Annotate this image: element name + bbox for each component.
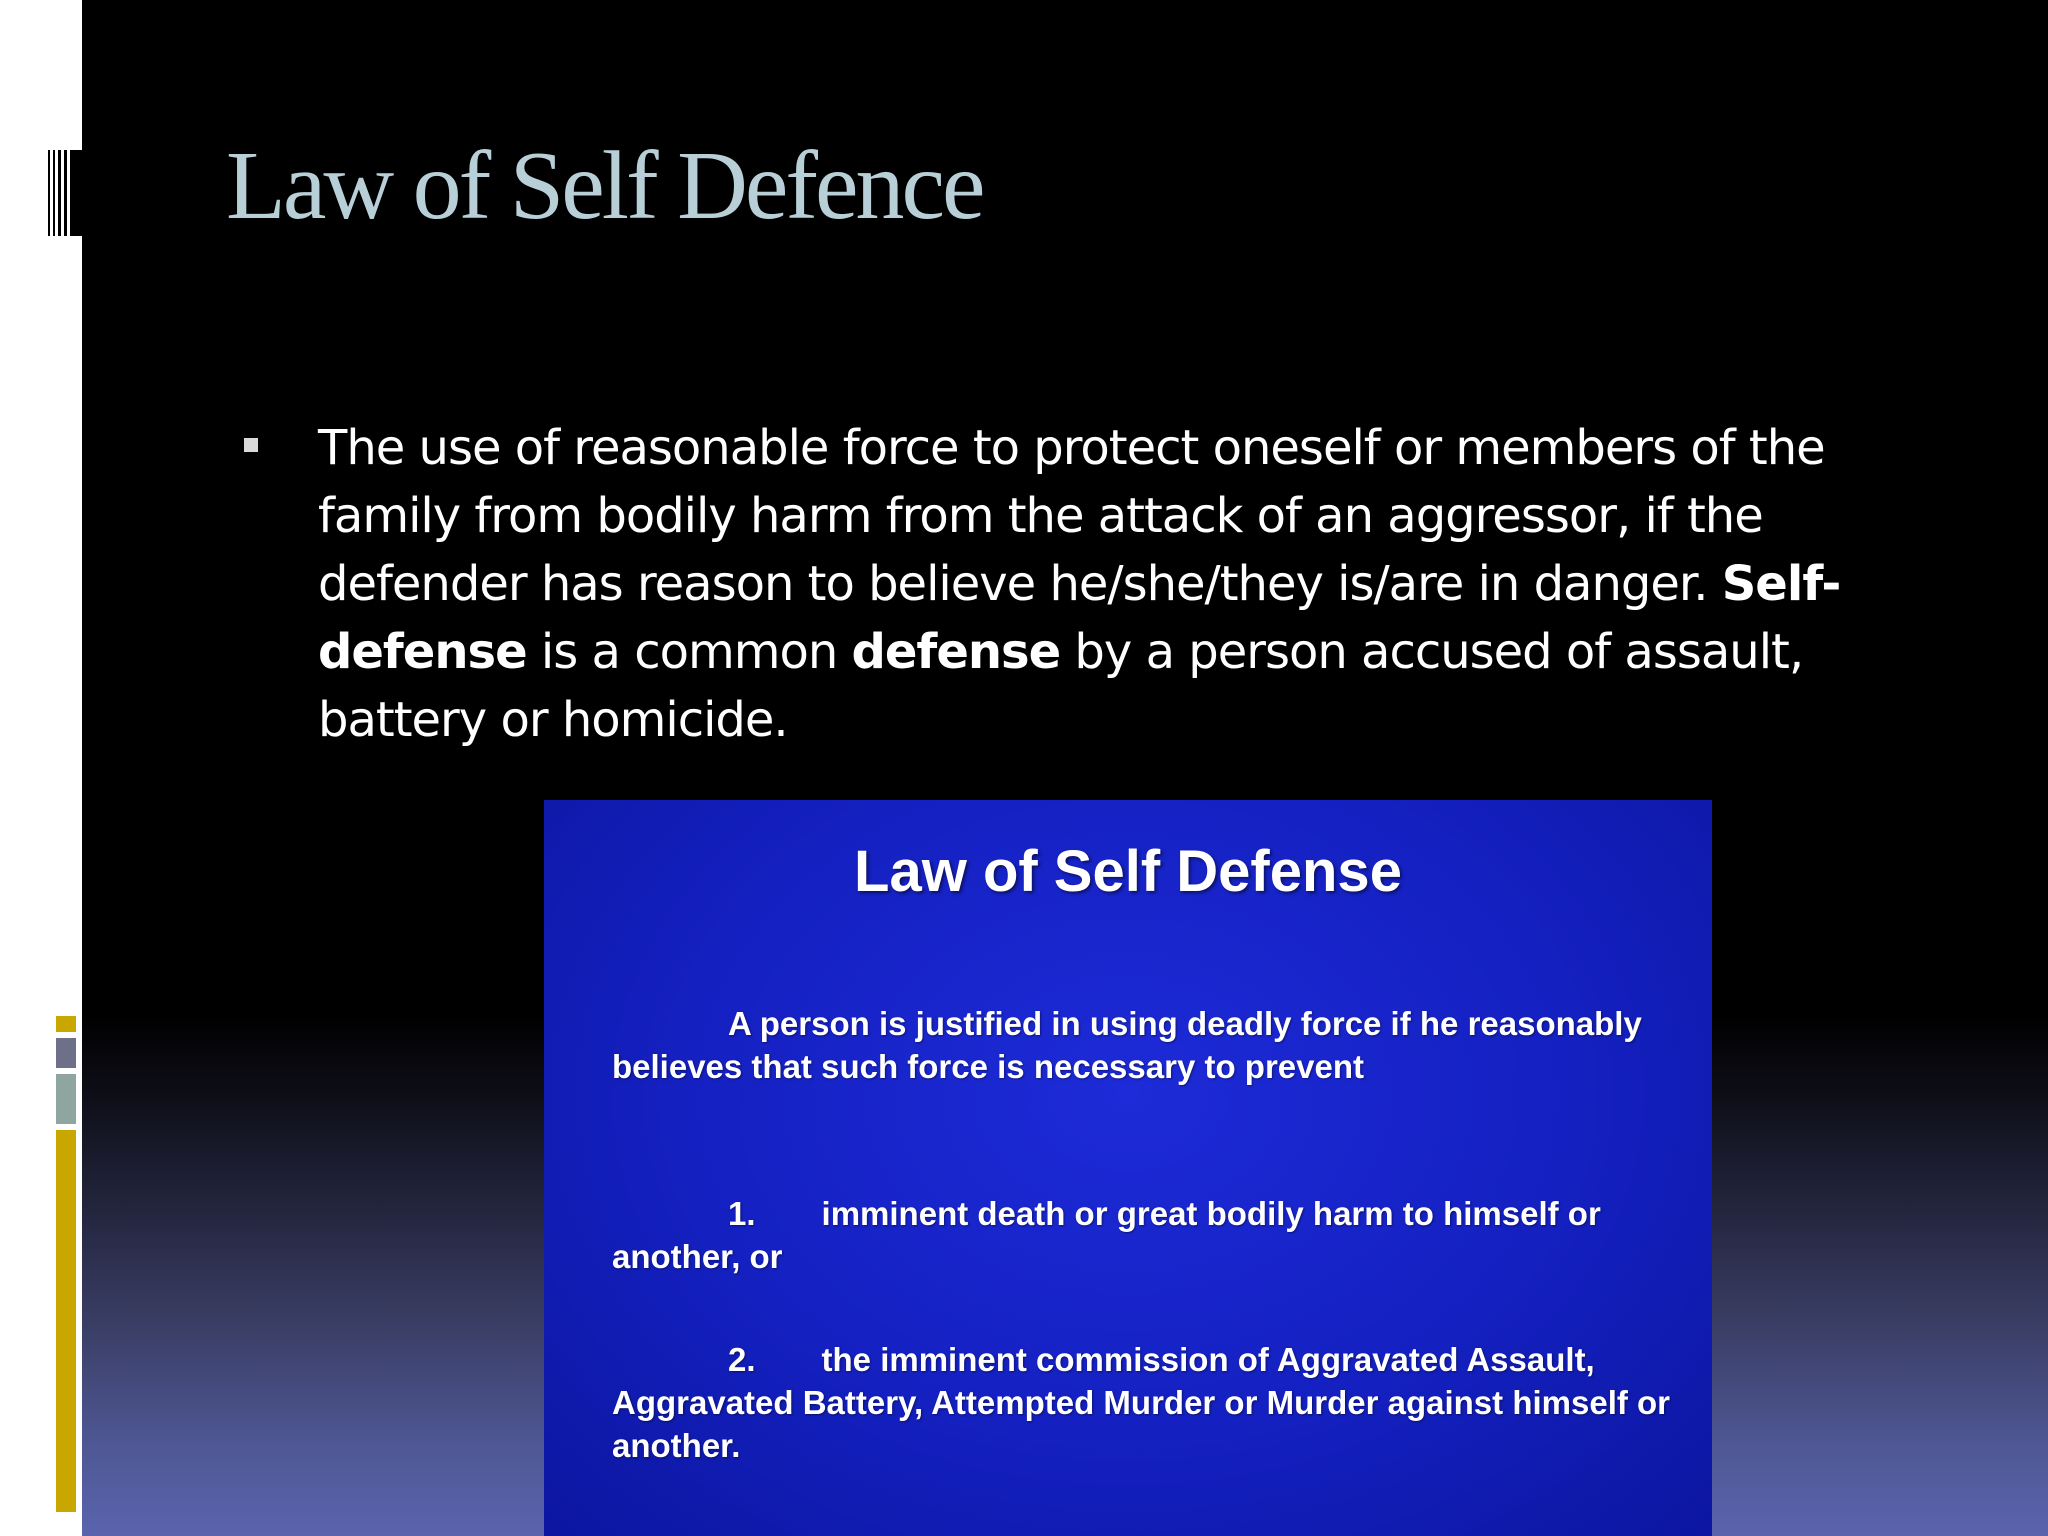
embedded-image-intro — [612, 1002, 1672, 1088]
bullet-text — [318, 414, 1848, 754]
item-2-number: 2. — [728, 1341, 756, 1378]
item-1-text: imminent death or great bodily harm to himself or another, or — [612, 1195, 1601, 1275]
embedded-image-item-1 — [612, 1192, 1672, 1278]
embedded-image-law-of-self-defense — [544, 800, 1712, 1536]
bold-defense-2: defense — [851, 624, 1061, 680]
slide-title: Law of Self Defence — [226, 132, 983, 240]
item-2-text: the imminent commission of Aggravated Assault, Aggravated Battery, Attempted Murder or Murder against himself or another. — [612, 1341, 1671, 1464]
bold-self: Self- — [1721, 556, 1841, 612]
decorative-color-bars — [56, 1016, 76, 1512]
item-1-number: 1. — [728, 1195, 756, 1232]
bold-defense: defense — [318, 624, 527, 680]
bullet-text-part: The use of reasonable force to protect oneself or members of the family from bodily harm from the attack of an aggressor, if the defender has reason to believe he/she/they is/are in danger. — [318, 420, 1825, 612]
embedded-image-title: Law of Self Defense — [854, 839, 1402, 904]
decorative-stripes-top — [48, 150, 82, 236]
bullet-text-part: by a person accused of assault, battery or homicide. — [318, 624, 1804, 748]
bullet-text-part: is a common — [526, 624, 852, 680]
intro-text: A person is justified in using deadly force if he reasonably believes that such force is necessary to prevent — [612, 1005, 1642, 1085]
embedded-image-item-2 — [612, 1338, 1672, 1467]
bullet-square-icon — [244, 438, 258, 452]
